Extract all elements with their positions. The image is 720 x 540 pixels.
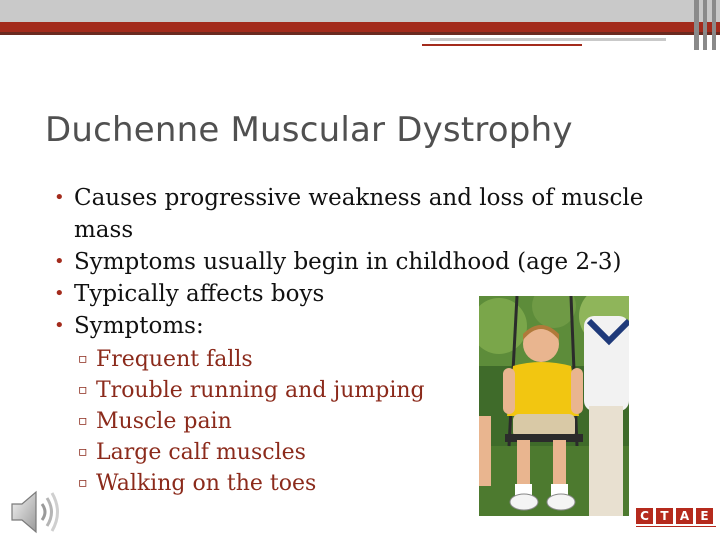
bullet-marker: • <box>54 251 65 272</box>
bullet-text: Causes progressive weakness and loss of muscle mass <box>74 185 644 243</box>
logo-letter: E <box>696 508 713 524</box>
header-dark-stripe <box>0 32 720 35</box>
header-vertical-bar <box>694 0 699 50</box>
bullet-text: Symptoms: <box>74 313 204 339</box>
sub-bullet-item <box>78 406 425 437</box>
bullet-item <box>54 246 694 278</box>
sub-bullet-marker: ▫ <box>78 382 88 398</box>
sub-bullet-marker: ▫ <box>78 351 88 367</box>
bullet-marker: • <box>54 187 65 208</box>
header-gray-stripe <box>0 0 720 22</box>
sub-bullet-item <box>78 437 425 468</box>
header-accent-line <box>430 38 666 41</box>
sub-bullet-text: Walking on the toes <box>96 471 317 496</box>
sub-bullet-text: Muscle pain <box>96 409 232 434</box>
bullet-marker: • <box>54 315 65 336</box>
sub-bullet-text: Trouble running and jumping <box>96 378 425 403</box>
sub-bullet-marker: ▫ <box>78 444 88 460</box>
header-red-stripe <box>0 22 720 32</box>
sub-bullet-text: Large calf muscles <box>96 440 306 465</box>
logo-letter: T <box>656 508 673 524</box>
bullet-text: Symptoms usually begin in childhood (age 2-3) <box>74 249 622 275</box>
child-on-swing-photo <box>479 296 629 516</box>
header-vertical-bar <box>712 0 716 50</box>
header-vertical-bar <box>703 0 707 50</box>
header-accent-line <box>422 44 582 46</box>
sub-bullet-item <box>78 344 425 375</box>
sub-bullet-item <box>78 468 425 499</box>
sub-bullet-marker: ▫ <box>78 475 88 491</box>
speaker-icon[interactable] <box>6 488 62 536</box>
logo-letter: C <box>636 508 653 524</box>
sub-bullet-item <box>78 375 425 406</box>
sub-bullet-list <box>78 344 425 499</box>
ctae-logo <box>636 508 716 536</box>
bullet-item <box>54 182 694 246</box>
sub-bullet-text: Frequent falls <box>96 347 253 372</box>
bullet-text: Typically affects boys <box>74 281 325 307</box>
logo-letter: A <box>676 508 693 524</box>
header-banner <box>0 0 720 50</box>
logo-underline <box>636 526 716 533</box>
slide-title: Duchenne Muscular Dystrophy <box>45 110 573 150</box>
sub-bullet-marker: ▫ <box>78 413 88 429</box>
bullet-marker: • <box>54 283 65 304</box>
